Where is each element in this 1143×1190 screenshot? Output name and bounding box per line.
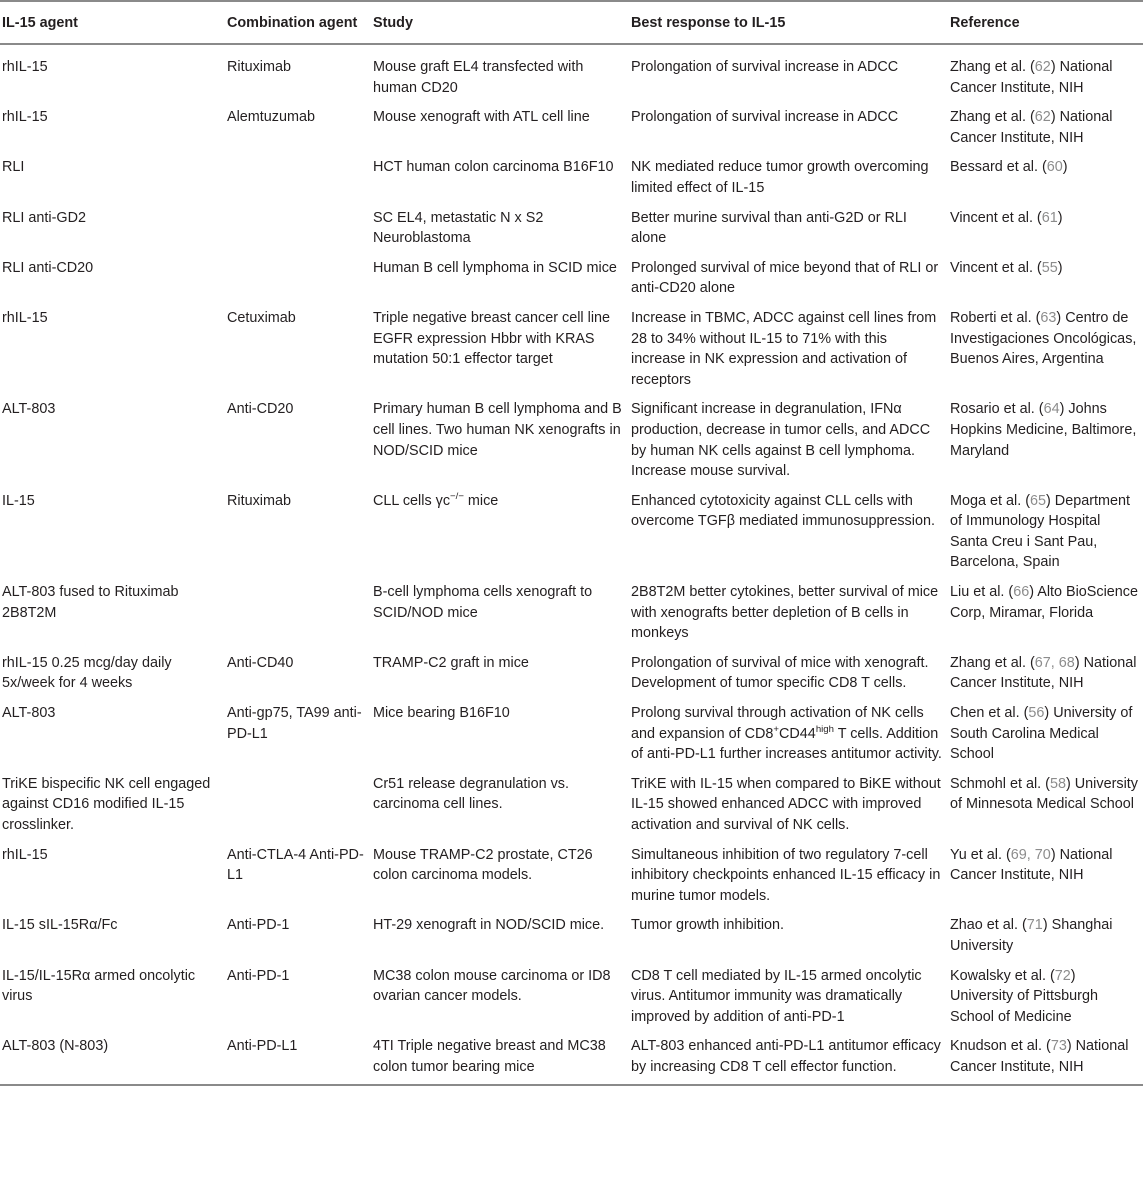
cell-reference (948, 488, 1143, 579)
cell-agent: RLI anti-CD20 (2, 259, 94, 276)
cell-study: HT-29 xenograft in NOD/SCID mice. (373, 917, 605, 934)
cell-combination: Anti-gp75, TA99 anti-PD-L1 (227, 705, 362, 742)
reference-text: Vincent et al. ( (950, 209, 1042, 226)
cell-reference (948, 912, 1143, 962)
cell-agent: rhIL-15 (2, 846, 48, 863)
reference-text: ) Shanghai University (950, 917, 1113, 954)
reference-text: ) National Cancer Institute, NIH (950, 1038, 1129, 1075)
cell-reference (948, 842, 1143, 913)
cell-reference (948, 396, 1143, 487)
cell-response: Prolonged survival of mice beyond that of RLI or anti-CD20 alone (631, 259, 939, 297)
reference-text: Zhang et al. ( (950, 59, 1035, 75)
reference-text: Vincent et al. ( (950, 259, 1042, 276)
cell-study: Triple negative breast cancer cell line EGFR expression Hbbr with KRAS mutation 50:1 effector target (373, 309, 611, 368)
superscript: + (773, 723, 780, 735)
study-text: CLL cells γc (373, 492, 451, 509)
header-best-response: Best response to IL-15 (631, 15, 786, 31)
reference-text: Moga et al. ( (950, 492, 1030, 509)
cell-reference (948, 154, 1143, 204)
reference-text: ) National Cancer Institute, NIH (950, 109, 1113, 146)
cell-agent: rhIL-15 0.25 mcg/day daily 5x/week for 4 weeks (2, 654, 172, 692)
cell-response: ALT-803 enhanced anti-PD-L1 antitumor efficacy by increasing CD8 T cell effector function. (631, 1038, 941, 1075)
reference-text: Chen et al. ( (950, 705, 1029, 722)
table-row (0, 650, 1143, 700)
cell-combination (225, 154, 371, 204)
cell-agent: RLI (2, 159, 25, 176)
reference-text: ) University of South Carolina Medical School (950, 705, 1133, 763)
table-row (0, 104, 1143, 154)
table-row (0, 1033, 1143, 1084)
reference-link[interactable]: 64 (1043, 401, 1060, 418)
reference-link[interactable]: 61 (1041, 209, 1058, 226)
cell-response: Enhanced cytotoxicity against CLL cells with overcome TGFβ mediated immunosuppression. (631, 492, 935, 530)
reference-link[interactable]: 72 (1054, 967, 1071, 984)
cell-combination: Cetuximab (227, 309, 296, 326)
cell-combination: Anti-PD-L1 (227, 1038, 298, 1055)
cell-combination: Anti-CD20 (227, 401, 294, 418)
header-row (0, 1, 1143, 44)
cell-study: TRAMP-C2 graft in mice (373, 654, 529, 671)
cell-study: Human B cell lymphoma in SCID mice (373, 259, 617, 276)
table-row (0, 771, 1143, 842)
reference-text: ) (1057, 209, 1063, 226)
cell-reference (948, 579, 1143, 650)
cell-combination: Anti-CD40 (227, 654, 294, 671)
cell-agent: ALT-803 (N-803) (2, 1038, 109, 1055)
cell-combination (225, 579, 371, 650)
cell-agent: TriKE bispecific NK cell engaged against CD16 modified IL-15 crosslinker. (2, 775, 211, 833)
reference-text: Zhang et al. ( (950, 654, 1035, 671)
reference-link[interactable]: 67, 68 (1034, 654, 1075, 671)
cell-study: Cr51 release degranulation vs. carcinoma cell lines. (373, 775, 569, 813)
header-study: Study (373, 15, 413, 31)
cell-study: 4TI Triple negative breast and MC38 colon tumor bearing mice (373, 1038, 606, 1075)
cell-combination: Rituximab (227, 492, 291, 509)
cell-study: Mouse graft EL4 transfected with human CD20 (373, 59, 584, 96)
reference-text: ) Centro de Investigaciones Oncológicas, Buenos Aires, Argentina (950, 309, 1137, 368)
cell-agent: IL-15/IL-15Rα armed oncolytic virus (2, 967, 196, 1005)
cell-reference (948, 305, 1143, 396)
study-text: mice (463, 492, 499, 509)
reference-text: Kowalsky et al. ( (950, 967, 1055, 984)
reference-link[interactable]: 56 (1028, 705, 1045, 722)
cell-combination: Anti-CTLA-4 Anti-PD-L1 (227, 846, 364, 884)
header-il15-agent: IL-15 agent (2, 15, 78, 31)
response-text: CD44 (779, 725, 816, 742)
response-text: Prolong survival through activation of NK cells and expansion of CD8 (631, 705, 924, 742)
reference-link[interactable]: 71 (1026, 917, 1043, 934)
reference-text: Schmohl et al. ( (950, 775, 1050, 792)
cell-agent: RLI anti-GD2 (2, 209, 86, 226)
cell-response: Increase in TBMC, ADCC against cell lines from 28 to 34% without IL-15 to 71% with this increase in NK expression and activation of receptors (631, 309, 937, 388)
cell-agent: ALT-803 (2, 401, 56, 418)
cell-response: Better murine survival than anti-G2D or RLI alone (631, 209, 907, 247)
cell-response: Tumor growth inhibition. (631, 917, 785, 934)
cell-study: B-cell lymphoma cells xenograft to SCID/NOD mice (373, 584, 593, 621)
cell-response: Prolongation of survival increase in ADCC (631, 109, 899, 126)
cell-response: NK mediated reduce tumor growth overcoming limited effect of IL-15 (631, 159, 929, 196)
response-text: T cells. Addition of anti-PD-L1 further increases antitumor activity. (631, 725, 942, 763)
cell-study: Mouse xenograft with ATL cell line (373, 109, 590, 126)
cell-reference (948, 963, 1143, 1034)
reference-link[interactable]: 73 (1050, 1038, 1067, 1055)
superscript: high (815, 723, 834, 735)
cell-agent: rhIL-15 (2, 109, 48, 126)
reference-link[interactable]: 60 (1046, 159, 1063, 176)
header-combination-agent: Combination agent (227, 15, 358, 31)
cell-combination (225, 771, 371, 842)
table-row (0, 579, 1143, 650)
reference-text: Rosario et al. ( (950, 401, 1044, 418)
cell-combination: Alemtuzumab (227, 109, 315, 126)
cell-agent: rhIL-15 (2, 309, 48, 326)
table-row (0, 205, 1143, 255)
reference-text: Bessard et al. ( (950, 159, 1047, 176)
reference-text: Zhang et al. ( (950, 109, 1035, 126)
reference-link[interactable]: 58 (1049, 775, 1066, 792)
header-reference: Reference (950, 15, 1020, 31)
cell-study: Mice bearing B16F10 (373, 705, 510, 722)
table-row (0, 305, 1143, 396)
cell-response: TriKE with IL-15 when compared to BiKE without IL-15 showed enhanced ADCC with improved activation and survival of NK cells. (631, 775, 941, 833)
cell-study: HCT human colon carcinoma B16F10 (373, 159, 614, 176)
reference-text: ) Johns Hopkins Medicine, Baltimore, Maryland (950, 401, 1137, 459)
reference-text: ) National Cancer Institute, NIH (950, 846, 1113, 884)
cell-response: Simultaneous inhibition of two regulatory 7-cell inhibitory checkpoints enhanced IL-15 efficacy in murine tumor models. (631, 846, 941, 904)
cell-response: 2B8T2M better cytokines, better survival of mice with xenografts better depletion of B cells in monkeys (631, 584, 939, 642)
cell-reference (948, 255, 1143, 305)
table-row (0, 154, 1143, 204)
reference-text: ) University of Minnesota Medical School (950, 775, 1138, 813)
reference-link[interactable]: 69, 70 (1010, 846, 1051, 863)
table-row (0, 44, 1143, 104)
reference-text: ) National Cancer Institute, NIH (950, 654, 1137, 692)
cell-combination (225, 255, 371, 305)
superscript: −/− (450, 490, 464, 502)
reference-link[interactable]: 62 (1034, 109, 1051, 126)
table-row (0, 842, 1143, 913)
reference-text: Roberti et al. ( (950, 309, 1041, 326)
reference-text: Yu et al. ( (950, 846, 1011, 863)
cell-study: SC EL4, metastatic N x S2 Neuroblastoma (373, 209, 544, 247)
cell-study (371, 488, 629, 579)
cell-reference (948, 1033, 1143, 1084)
reference-text: ) National Cancer Institute, NIH (950, 59, 1113, 96)
cell-combination: Rituximab (227, 59, 291, 75)
cell-reference (948, 771, 1143, 842)
cell-response: Significant increase in degranulation, IFNα production, decrease in tumor cells, and ADCC by human NK cells against B cell lymphoma. Increase mouse survival. (631, 401, 931, 480)
cell-agent: rhIL-15 (2, 59, 48, 75)
cell-agent: ALT-803 fused to Rituximab 2B8T2M (2, 584, 179, 621)
cell-reference (948, 700, 1143, 771)
reference-link[interactable]: 65 (1030, 492, 1047, 509)
table-row (0, 488, 1143, 579)
cell-response: CD8 T cell mediated by IL-15 armed oncolytic virus. Antitumor immunity was dramatically improved by addition of anti-PD-1 (631, 967, 922, 1025)
table-row (0, 255, 1143, 305)
cell-combination: Anti-PD-1 (227, 917, 290, 934)
reference-text: Zhao et al. ( (950, 917, 1027, 934)
reference-link[interactable]: 66 (1013, 584, 1030, 601)
cell-reference (948, 44, 1143, 104)
cell-reference (948, 104, 1143, 154)
reference-text: Knudson et al. ( (950, 1038, 1051, 1055)
table-row (0, 700, 1143, 771)
cell-study: Primary human B cell lymphoma and B cell lines. Two human NK xenografts in NOD/SCID mice (373, 401, 622, 459)
cell-agent: IL-15 sIL-15Rα/Fc (2, 917, 118, 934)
table-row (0, 396, 1143, 487)
cell-response: Prolongation of survival of mice with xenograft. Development of tumor specific CD8 T cells. (631, 654, 929, 692)
reference-text: ) (1062, 159, 1068, 176)
cell-response: Prolongation of survival increase in ADCC (631, 59, 899, 75)
reference-link[interactable]: 63 (1040, 309, 1057, 326)
reference-text: ) Department of Immunology Hospital Santa Creu i Sant Pau, Barcelona, Spain (950, 492, 1130, 571)
reference-text: ) Alto BioScience Corp, Miramar, Florida (950, 584, 1139, 621)
cell-combination (225, 205, 371, 255)
cell-agent: IL-15 (2, 492, 35, 509)
cell-reference (948, 650, 1143, 700)
reference-text: Liu et al. ( (950, 584, 1014, 601)
reference-link[interactable]: 62 (1034, 59, 1051, 75)
cell-study: MC38 colon mouse carcinoma or ID8 ovarian cancer models. (373, 967, 611, 1005)
reference-text: ) (1057, 259, 1063, 276)
cell-agent: ALT-803 (2, 705, 56, 722)
reference-text: ) University of Pittsburgh School of Medicine (950, 967, 1098, 1025)
cell-study: Mouse TRAMP-C2 prostate, CT26 colon carcinoma models. (373, 846, 593, 884)
cell-response (629, 700, 948, 771)
table-row (0, 912, 1143, 962)
table-row (0, 963, 1143, 1034)
cell-combination: Anti-PD-1 (227, 967, 290, 984)
cell-reference (948, 205, 1143, 255)
reference-link[interactable]: 55 (1041, 259, 1058, 276)
